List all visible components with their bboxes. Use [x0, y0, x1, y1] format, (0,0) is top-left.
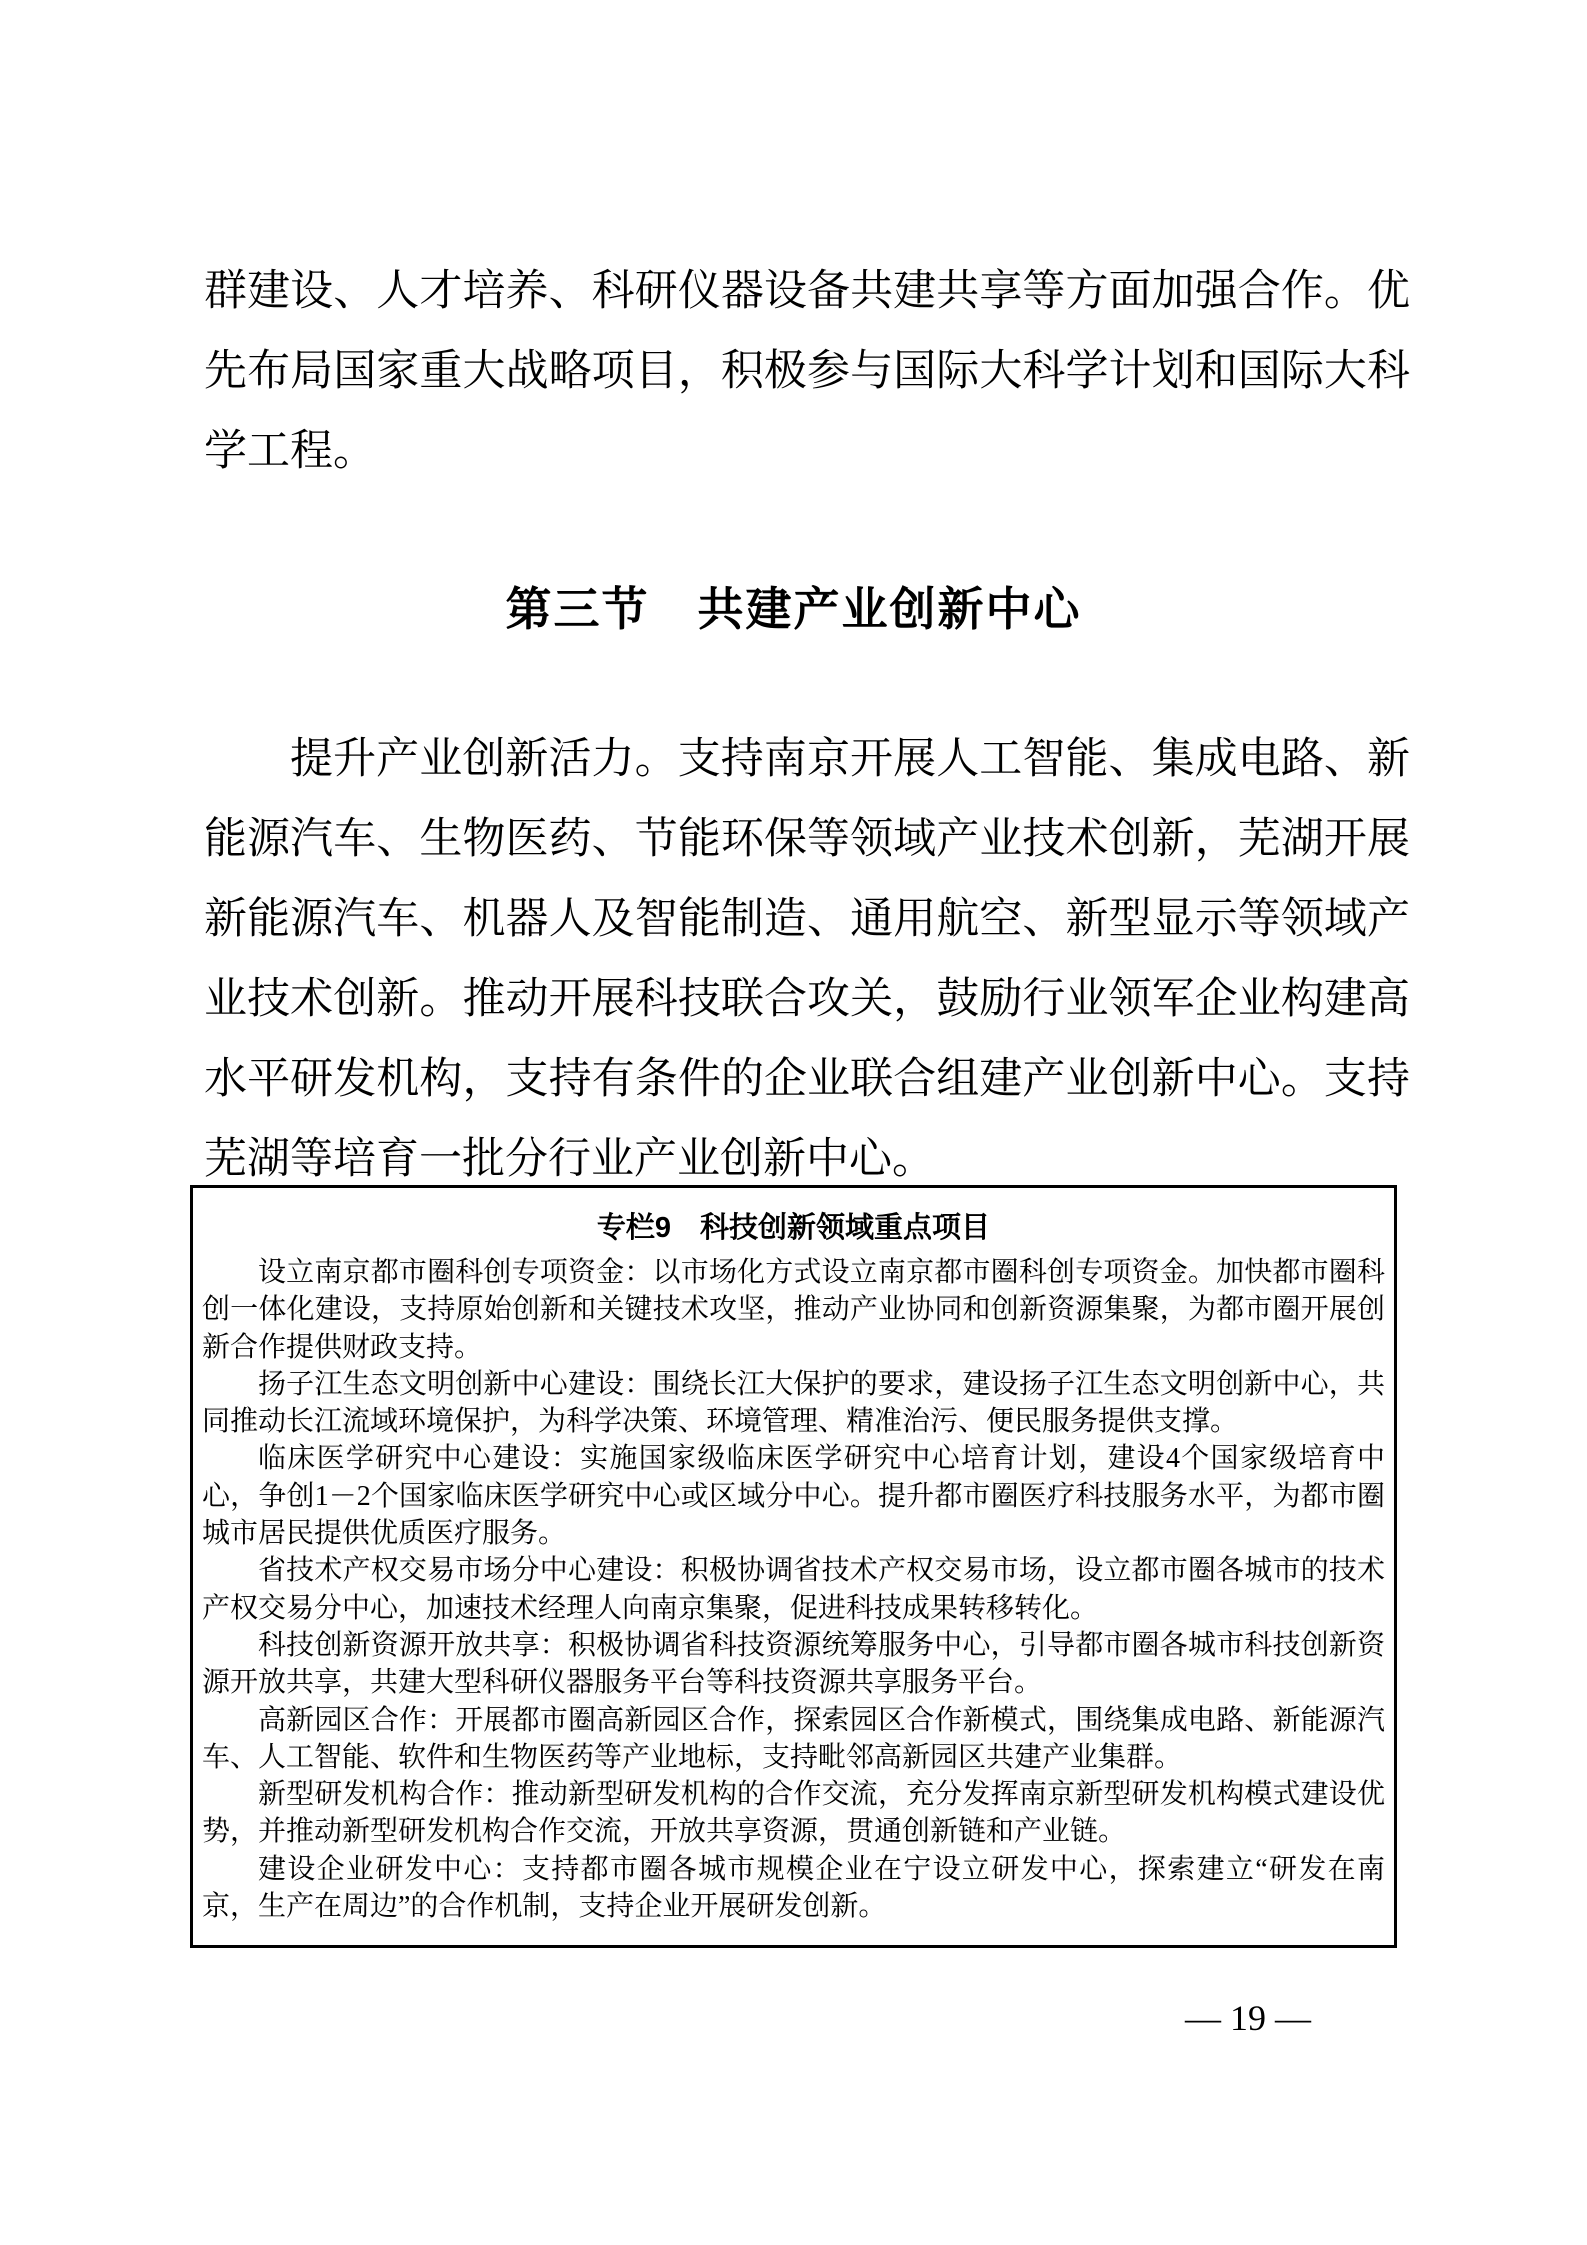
- box-paragraph-clinical-medicine: 临床医学研究中心建设：实施国家级临床医学研究中心培育计划，建设4个国家级培育中心，争创1－2个国家临床医学研究中心或区域分中心。提升都市圈医疗科技服务水平，为都市圈城市居民提供优质医疗服务。: [202, 1443, 1385, 1550]
- box-paragraph-yangzijiang-center: 扬子江生态文明创新中心建设：围绕长江大保护的要求，建设扬子江生态文明创新中心，共同推动长江流域环境保护，为科学决策、环境管理、精准治污、便民服务提供支撑。: [202, 1368, 1385, 1438]
- box-paragraph-hightech-park: 高新园区合作：开展都市圈高新园区合作，探索园区合作新模式，围绕集成电路、新能源汽车、人工智能、软件和生物医药等产业地标，支持毗邻高新园区共建产业集群。: [202, 1704, 1385, 1773]
- box-paragraph-special-fund: 设立南京都市圈科创专项资金：以市场化方式设立南京都市圈科创专项资金。加快都市圈科创一体化建设，支持原始创新和关键技术攻坚，推动产业协同和创新资源集聚，为都市圈开展创新合作提供财政支持。: [202, 1257, 1385, 1363]
- section-heading: 第三节 共建产业创新中心: [505, 584, 1082, 635]
- feature-box-title: 专栏9 科技创新领域重点项目: [596, 1212, 991, 1244]
- box-paragraph-enterprise-rd-center: 建设企业研发中心：支持都市圈各城市规模企业在宁设立研发中心，探索建立“研发在南京，生产在周边”的合作机制，支持企业开展研发创新。: [202, 1853, 1385, 1923]
- page-number: — 19 —: [1185, 1998, 1311, 2038]
- feature-box-column9: [190, 1185, 1397, 1948]
- box-paragraph-open-sharing: 科技创新资源开放共享：积极协调省科技资源统筹服务中心，引导都市圈各城市科技创新资源开放共享，共建大型科研仪器服务平台等科技资源共享服务平台。: [202, 1629, 1385, 1699]
- box-paragraph-tech-property-market: 省技术产权交易市场分中心建设：积极协调省技术产权交易市场，设立都市圈各城市的技术产权交易分中心，加速技术经理人向南京集聚，促进科技成果转移转化。: [202, 1555, 1385, 1624]
- body-paragraph-continued: 群建设、人才培养、科研仪器设备共建共享等方面加强合作。优先布局国家重大战略项目，积极参与国际大科学计划和国际大科学工程。: [204, 268, 1410, 475]
- box-paragraph-new-rd-institution: 新型研发机构合作：推动新型研发机构的合作交流，充分发挥南京新型研发机构模式建设优势，并推动新型研发机构合作交流，开放共享资源，贯通创新链和产业链。: [202, 1779, 1385, 1848]
- body-paragraph-industry-innovation: 提升产业创新活力。支持南京开展人工智能、集成电路、新能源汽车、生物医药、节能环保等领域产业技术创新，芜湖开展新能源汽车、机器人及智能制造、通用航空、新型显示等领域产业技术创新。推动开展科技联合攻关，鼓励行业领军企业构建高水平研发机构，支持有条件的企业联合组建产业创新中心。支持芜湖等培育一批分行业产业创新中心。: [204, 736, 1410, 1183]
